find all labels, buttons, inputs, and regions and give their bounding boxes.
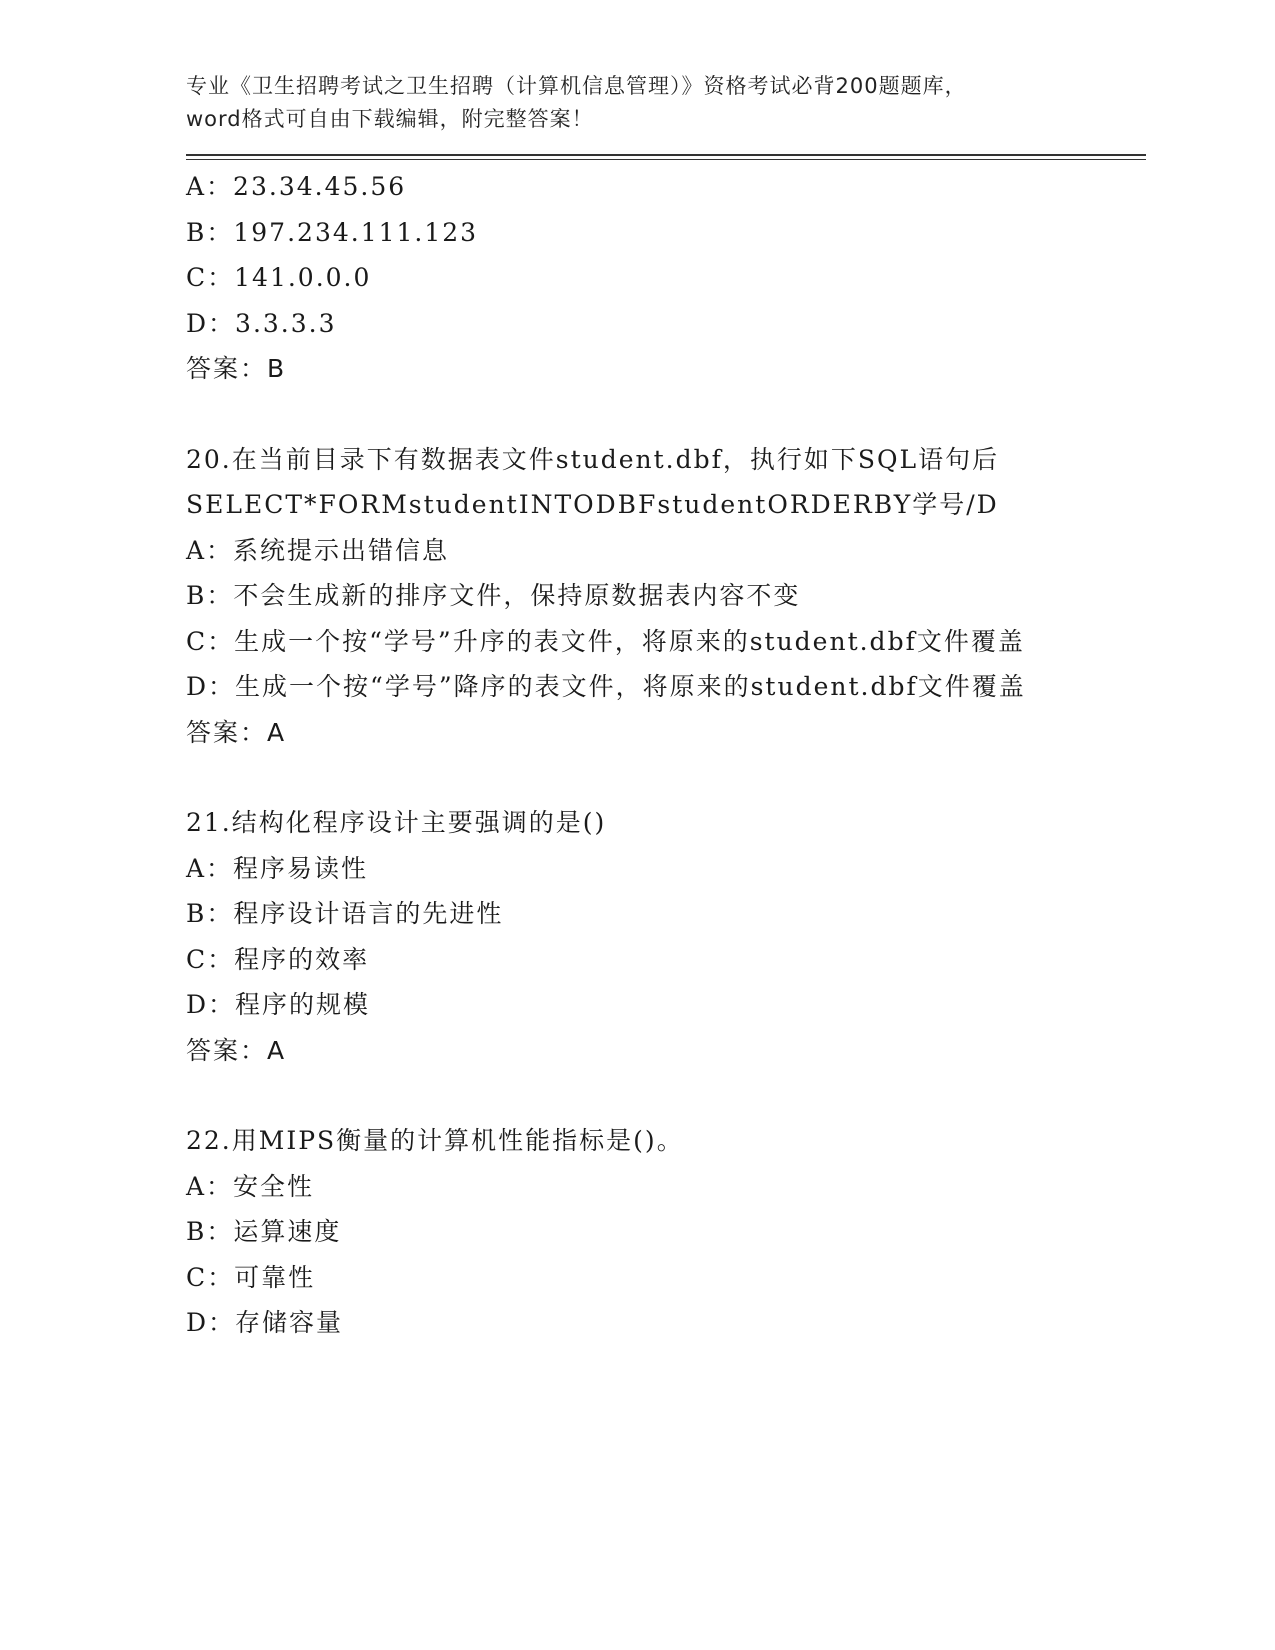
answer: 答案：A bbox=[186, 1035, 287, 1065]
option-c: C：可靠性 bbox=[186, 1262, 316, 1292]
option-d: D：生成一个按“学号”降序的表文件，将原来的student.dbf文件覆盖 bbox=[186, 672, 1026, 701]
option-b: B：运算速度 bbox=[186, 1217, 342, 1246]
option-c: C：生成一个按“学号”升序的表文件，将原来的student.dbf文件覆盖 bbox=[186, 626, 1025, 656]
option-c: C：程序的效率 bbox=[186, 944, 370, 974]
option-a: A：系统提示出错信息 bbox=[186, 535, 450, 565]
option-b: B：197.234.111.123 bbox=[186, 217, 479, 247]
question-21 bbox=[186, 800, 1146, 1073]
header-divider bbox=[186, 154, 1146, 160]
header-line-1: 专业《卫生招聘考试之卫生招聘（计算机信息管理）》资格考试必背200题题库， bbox=[186, 74, 967, 98]
answer: 答案：A bbox=[186, 717, 287, 747]
answer: 答案：B bbox=[186, 354, 287, 383]
option-b: B：不会生成新的排序文件，保持原数据表内容不变 bbox=[186, 581, 801, 610]
option-d: D：程序的规模 bbox=[186, 990, 371, 1019]
question-22 bbox=[186, 1118, 1146, 1346]
question-title: 20.在当前目录下有数据表文件student.dbf，执行如下SQL语句后 bbox=[186, 444, 1000, 474]
question-title: 21.结构化程序设计主要强调的是() bbox=[186, 808, 607, 837]
document-page bbox=[186, 70, 1146, 1346]
option-a: A：23.34.45.56 bbox=[186, 172, 407, 201]
option-a: A：程序易读性 bbox=[186, 853, 369, 883]
question-title: 22.用MIPS衡量的计算机性能指标是()。 bbox=[186, 1126, 684, 1155]
header-line-2: word格式可自由下载编辑，附完整答案！ bbox=[186, 107, 594, 131]
document-header bbox=[186, 70, 1146, 136]
option-d: D：存储容量 bbox=[186, 1308, 344, 1337]
question-title-continued: SELECT*FORMstudentINTODBFstudentORDERBY学号/D bbox=[186, 490, 999, 519]
option-c: C：141.0.0.0 bbox=[186, 263, 372, 292]
question-19-continued bbox=[186, 164, 1146, 392]
question-20 bbox=[186, 437, 1146, 756]
option-b: B：程序设计语言的先进性 bbox=[186, 899, 504, 928]
option-a: A：安全性 bbox=[186, 1171, 315, 1201]
option-d: D：3.3.3.3 bbox=[186, 308, 337, 338]
